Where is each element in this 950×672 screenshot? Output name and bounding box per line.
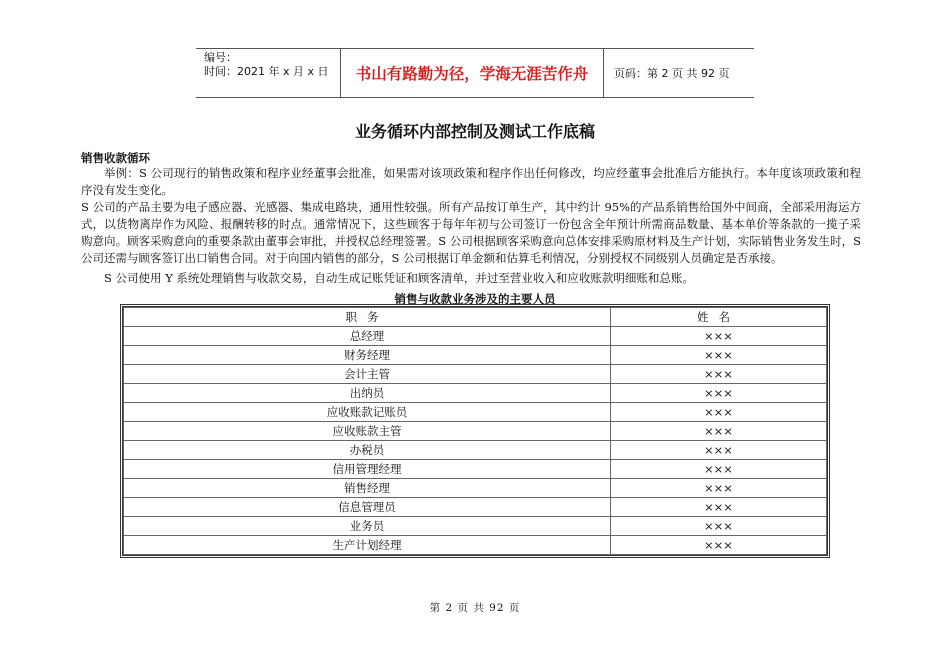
personnel-table <box>120 304 830 558</box>
name-cell: ××× <box>611 384 827 403</box>
position-cell: 财务经理 <box>124 346 611 365</box>
name-cell: ××× <box>611 422 827 441</box>
position-cell: 信息管理员 <box>124 498 611 517</box>
position-cell: 出纳员 <box>124 384 611 403</box>
name-cell: ××× <box>611 460 827 479</box>
name-cell: ××× <box>611 327 827 346</box>
position-cell: 应收账款记账员 <box>124 403 611 422</box>
document-header <box>196 48 754 98</box>
document-title: 业务循环内部控制及测试工作底稿 <box>354 122 595 141</box>
page-code: 页码：第 2 页 共 92 页 <box>614 67 730 80</box>
position-cell: 信用管理经理 <box>124 460 611 479</box>
name-cell: ××× <box>611 365 827 384</box>
position-cell: 生产计划经理 <box>124 536 611 555</box>
table-row <box>124 422 827 441</box>
position-cell: 会计主管 <box>124 365 611 384</box>
name-cell: ××× <box>611 346 827 365</box>
table-row <box>124 403 827 422</box>
name-cell: ××× <box>611 403 827 422</box>
position-cell: 应收账款主管 <box>124 422 611 441</box>
name-cell: ××× <box>611 517 827 536</box>
column-header-position: 职务 <box>124 308 611 327</box>
table-row <box>124 365 827 384</box>
name-cell: ××× <box>611 536 827 555</box>
column-header-name: 姓名 <box>611 308 827 327</box>
position-cell: 业务员 <box>124 517 611 536</box>
page-footer: 第 2 页 共 92 页 <box>429 602 521 614</box>
table-row <box>124 384 827 403</box>
table-row <box>124 479 827 498</box>
position-cell: 总经理 <box>124 327 611 346</box>
table-header-row <box>124 308 827 327</box>
section-title: 销售收款循环 <box>81 151 150 165</box>
table-row <box>124 460 827 479</box>
time-label: 时间：2021 年 x 月 x 日 <box>204 65 329 78</box>
position-cell: 销售经理 <box>124 479 611 498</box>
slogan: 书山有路勤为径，学海无涯苦作舟 <box>341 49 604 97</box>
name-cell: ××× <box>611 498 827 517</box>
table-row <box>124 517 827 536</box>
paragraph-2: S 公司的产品主要为电子感应器、光感器、集成电路块，通用性较强。所有产品按订单生产，其中约计 95%的产品系销售给国外中间商，全部采用海运方式，以货物离岸作为风险、报酬转移的时点。通常情况下，这些顾客于每年年初与公司签订一份包含全年预计所需商品数量、基本单价等条款的一揽子采购意向。顾客采购意向的重要条款由董事会审批，并授权总经理签署。S 公司根据顾客采购意向总体安排采购原材料及生产计划，实际销售业务发生时，S 公司还需与顾客签订出口销售合同。对于向国内销售的部分，S 公司根据订单金额和估算毛利情况，分别授权不同级别人员确定是否承接。 <box>81 200 861 265</box>
table-row <box>124 346 827 365</box>
header-left-cell <box>196 49 341 97</box>
table-row <box>124 536 827 555</box>
table-row <box>124 441 827 460</box>
number-label: 编号： <box>204 51 237 64</box>
name-cell: ××× <box>611 441 827 460</box>
table-row <box>124 498 827 517</box>
paragraph-1: 举例：S 公司现行的销售政策和程序业经董事会批准，如果需对该项政策和程序作出任何修改，均应经董事会批准后方能执行。本年度该项政策和程序没有发生变化。 <box>81 166 861 197</box>
name-cell: ××× <box>611 479 827 498</box>
table-title: 销售与收款业务涉及的主要人员 <box>394 292 556 306</box>
paragraph-3: S 公司使用 Y 系统处理销售与收款交易，自动生成记账凭证和顾客清单，并过至营业收入和应收账款明细账和总账。 <box>104 271 694 285</box>
position-cell: 办税员 <box>124 441 611 460</box>
table-row <box>124 327 827 346</box>
